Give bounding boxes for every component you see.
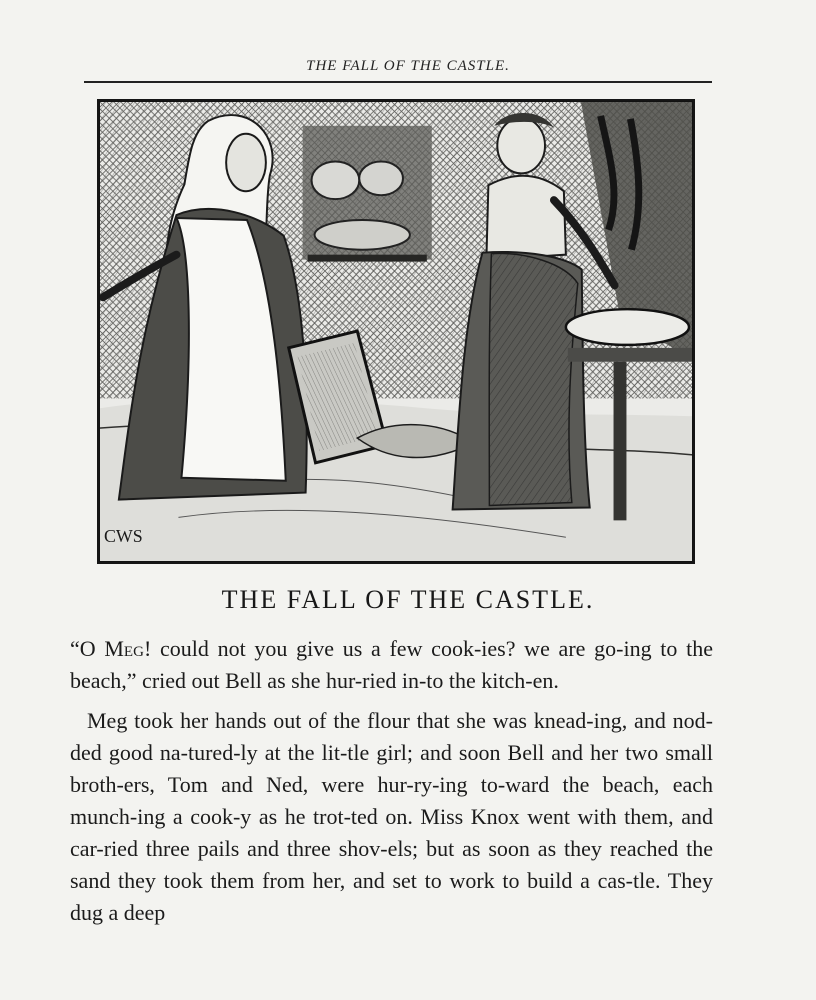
old-woman-face: [226, 134, 266, 192]
story-title: THE FALL OF THE CASTLE.: [221, 585, 595, 614]
running-header: THE FALL OF THE CASTLE.: [306, 58, 510, 74]
mixing-bowl: [566, 309, 689, 345]
pot: [359, 161, 403, 195]
kitchen-engraving-illustration: [97, 99, 695, 564]
quote-open: “O: [70, 636, 96, 661]
paragraph-1: [70, 633, 713, 697]
young-woman-apron: [489, 253, 578, 505]
table-top: [568, 348, 693, 362]
paragraph-1-rest: ! could not you give us a few cook-ies? we are go-ing to the beach,” cried out Bell as she hur-ried in-to the kitch-en.: [70, 636, 713, 693]
illustration-svg: [99, 101, 693, 562]
shelf-line: [308, 255, 427, 262]
header-rule: [84, 81, 712, 83]
table-leg: [614, 362, 627, 521]
bowl-on-shelf: [315, 220, 410, 250]
young-woman-face: [497, 118, 545, 174]
story-text: [70, 633, 713, 929]
young-woman-bodice: [486, 176, 565, 260]
paragraph-2: Meg took her hands out of the flour that she was knead-ing, and nod-ded good na-tured-ly at the lit-tle girl; and soon Bell and her two small broth-ers, Tom and Ned, were hur-ry-ing to-ward the beach, each munch-ing a cook-y as he trot-ted on. Miss Knox went with them, and car-ried three pails and three shov-els; but as soon as they reached the sand they took them from her, and set to work to build a cas-tle. They dug a deep: [70, 708, 713, 925]
meg-name: Meg: [104, 636, 144, 661]
artist-signature: CWS: [103, 526, 143, 547]
plate: [312, 161, 360, 199]
